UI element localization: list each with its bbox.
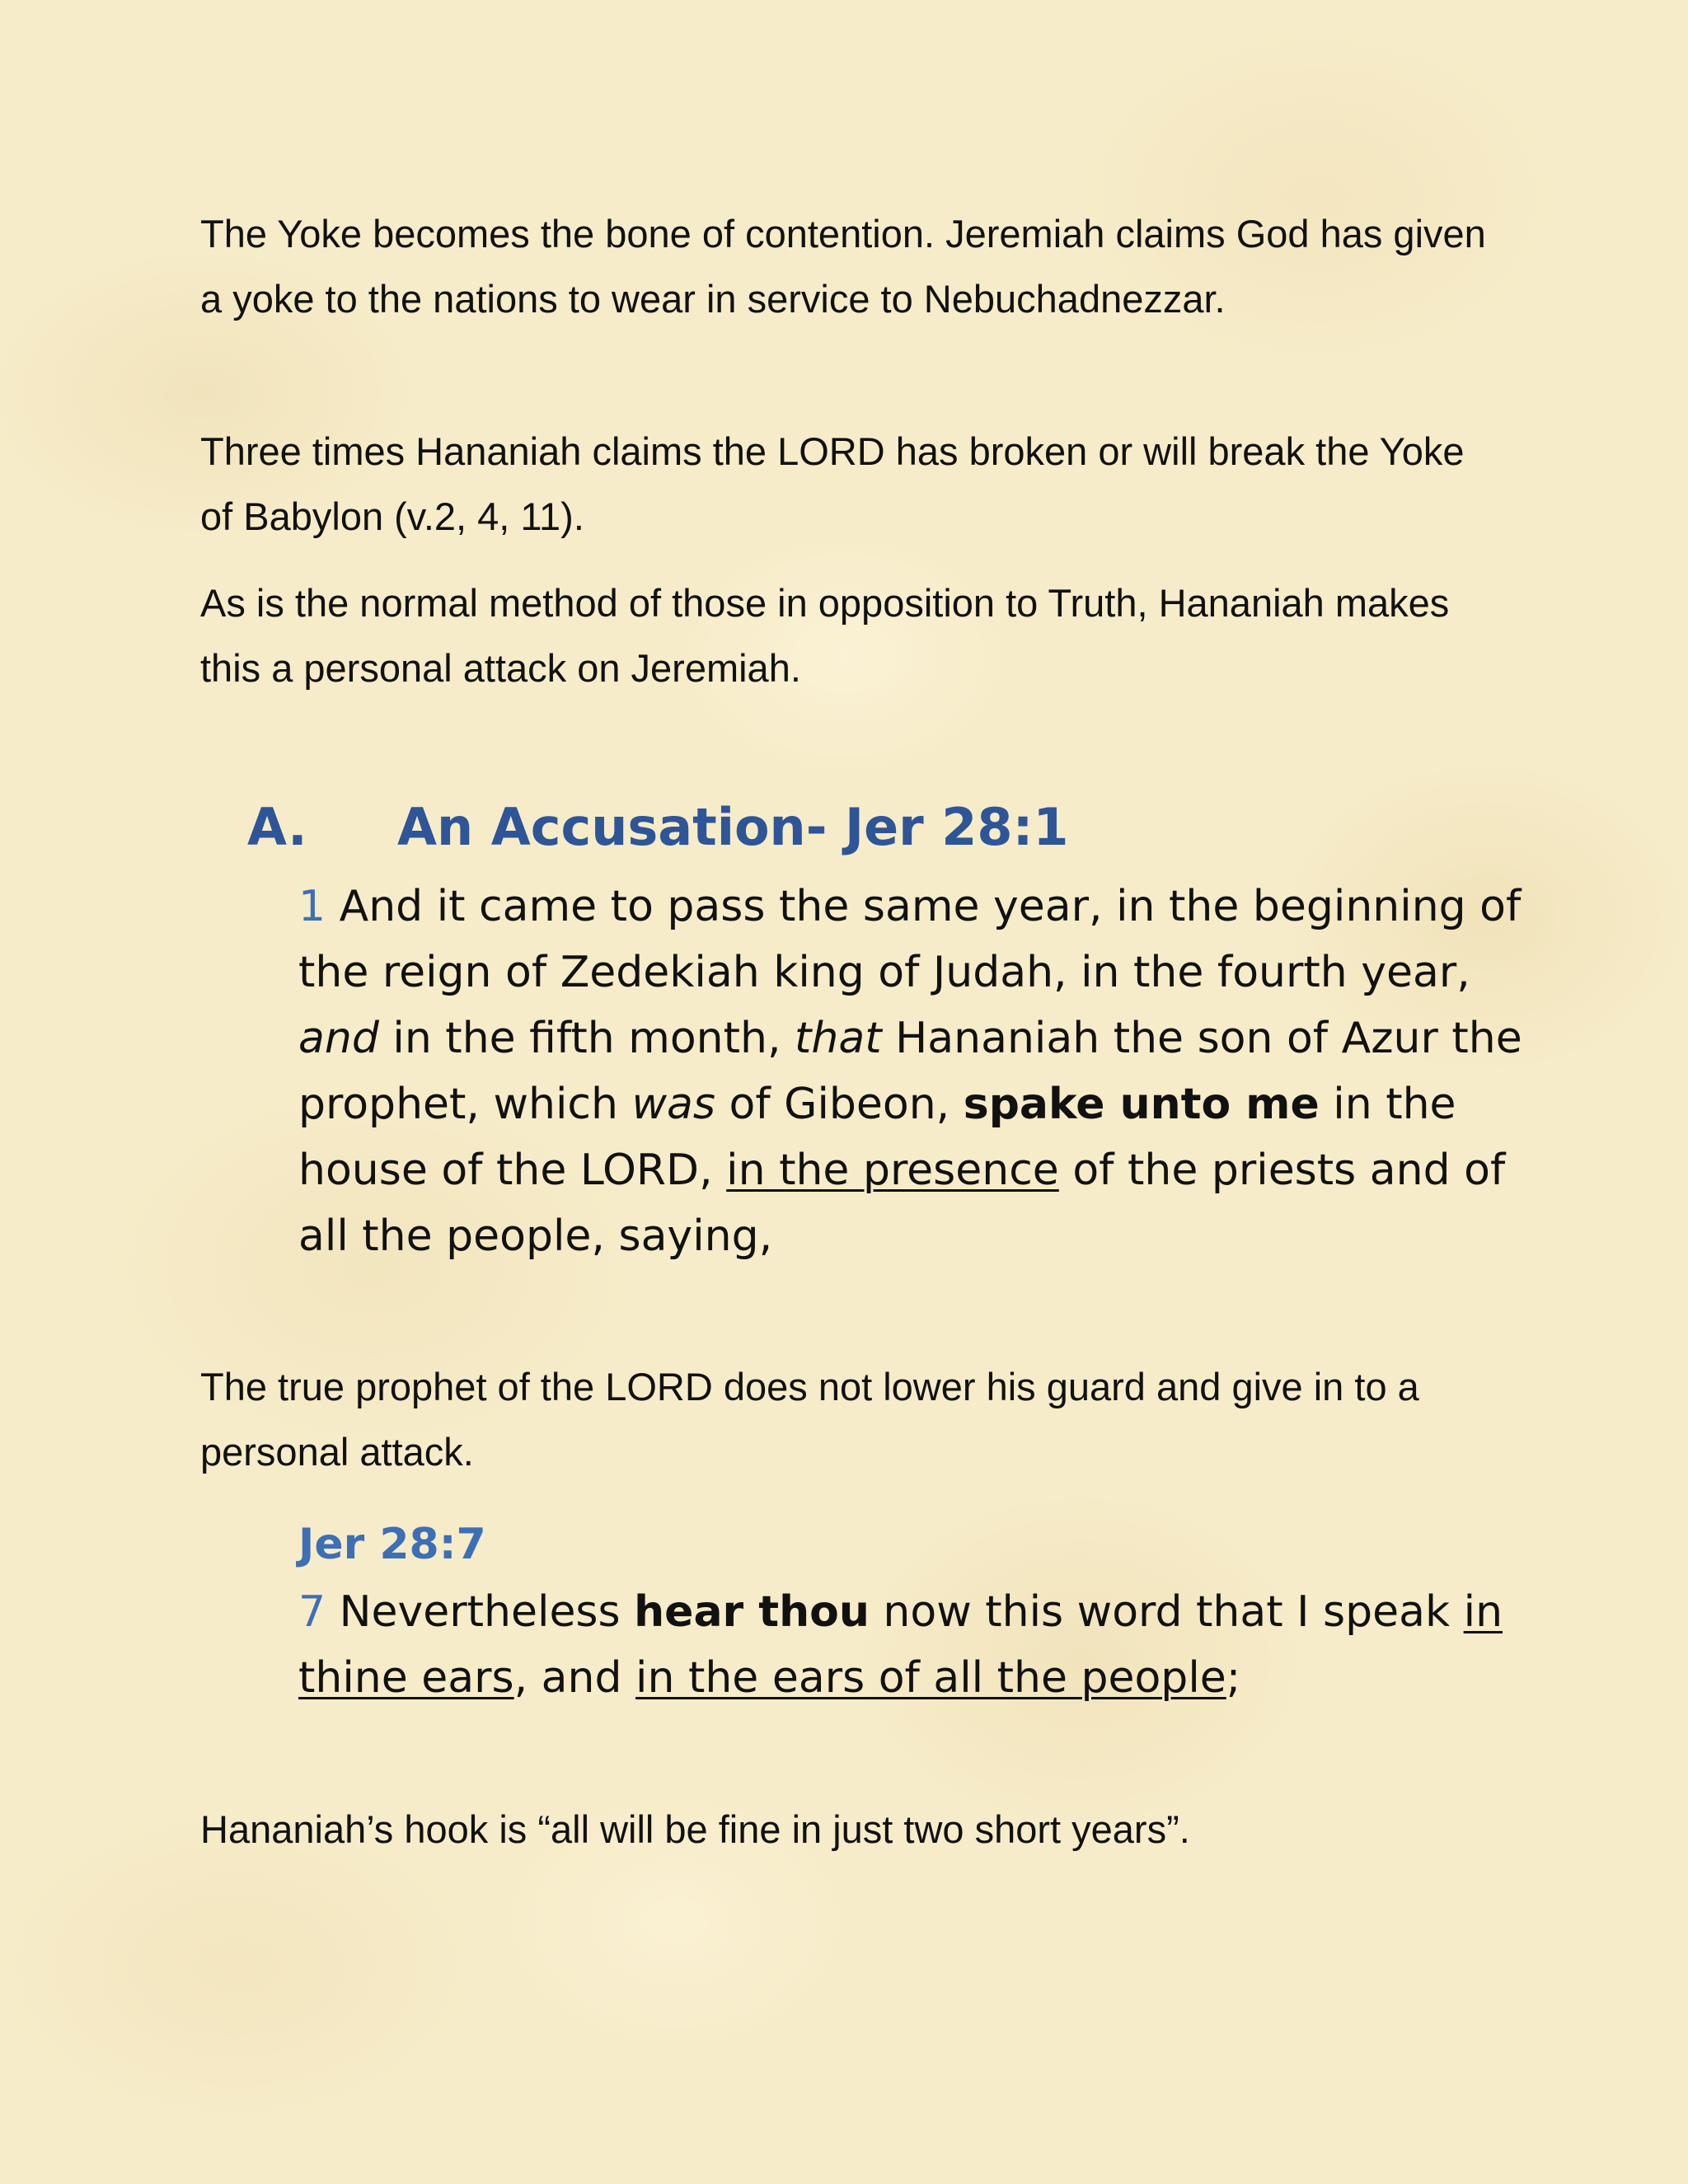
paragraph-hananiah-hook: Hananiah’s hook is “all will be fine in just two short years”. — [200, 1807, 1190, 1851]
verse-text: in the fifth month, — [378, 1014, 795, 1063]
verse-italic-word: that — [795, 1014, 882, 1063]
section-title: An Accusation- Jer 28:1 — [397, 797, 1069, 857]
verse-text: of Gibeon, — [715, 1080, 964, 1129]
verse-text: of the priests and of all the people, saying, — [298, 1146, 1506, 1261]
verse-text: ; — [1226, 1653, 1241, 1703]
verse-underlined-phrase: in the presence — [726, 1146, 1059, 1195]
verse-text: And it came to pass the same year, in the beginning of the reign of Zedekiah king of Judah, in the fourth year, — [298, 882, 1522, 997]
paragraph-true-prophet: The true prophet of the LORD does not lower his guard and give in to a personal attack. — [200, 1365, 1419, 1474]
verse-text: in the house of the LORD, — [298, 1080, 1456, 1195]
verse-number: 1 — [298, 882, 326, 931]
paragraph-personal-attack: As is the normal method of those in opposition to Truth, Hananiah makes this a personal attack on Jeremiah. — [200, 581, 1450, 690]
verse-jer-28-7 — [298, 1579, 1535, 1711]
verse-jer-28-1 — [298, 874, 1535, 1269]
verse-italic-word: and — [298, 1014, 379, 1063]
scripture-reference: Jer 28:7 — [298, 1520, 486, 1569]
section-letter: A. — [247, 797, 307, 857]
verse-underlined-phrase: in the ears of all the people — [635, 1653, 1226, 1703]
verse-italic-word: was — [631, 1080, 715, 1129]
paragraph-hananiah-claims: Three times Hananiah claims the LORD has broken or will break the Yoke of Babylon (v.2, 4, 11). — [200, 429, 1465, 538]
verse-bold-phrase: spake unto me — [963, 1080, 1320, 1129]
verse-text: Nevertheless — [326, 1587, 635, 1637]
verse-bold-phrase: hear thou — [634, 1587, 870, 1637]
verse-text: , and — [513, 1653, 636, 1703]
paragraph-yoke-contention: The Yoke becomes the bone of contention. Jeremiah claims God has given a yoke to the nations to wear in service to Nebuchadnezzar. — [200, 212, 1486, 321]
verse-underlined-phrase: in thine ears — [298, 1587, 1503, 1703]
section-heading — [247, 793, 1069, 862]
verse-text: Hananiah the son of Azur the prophet, which — [298, 1014, 1522, 1129]
verse-number: 7 — [298, 1587, 326, 1637]
verse-text: now this word that I speak — [869, 1587, 1464, 1637]
